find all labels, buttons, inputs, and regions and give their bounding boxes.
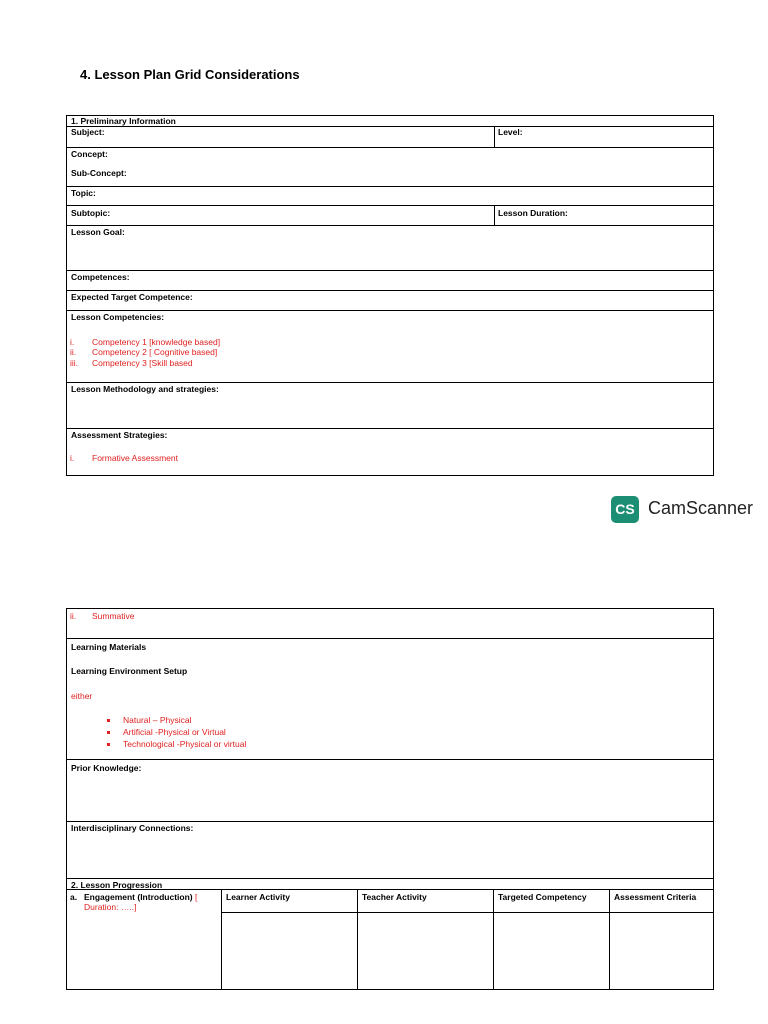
assessment-strategies-label: Assessment Strategies: [71, 430, 168, 440]
bullet-icon [107, 719, 110, 722]
lesson-goal-label: Lesson Goal: [71, 227, 125, 237]
environment-item: Artificial -Physical or Virtual [123, 727, 226, 737]
camscanner-watermark: CamScanner [648, 498, 754, 518]
environment-item: Technological -Physical or virtual [123, 739, 247, 749]
section-preliminary-information: 1. Preliminary Information [71, 116, 176, 126]
lesson-methodology-label: Lesson Methodology and strategies: [71, 384, 219, 394]
assessment-item: i. Formative Assessment [70, 453, 178, 463]
interdisciplinary-connections-label: Interdisciplinary Connections: [71, 823, 194, 833]
summative-item: ii. Summative [70, 611, 135, 621]
engagement-label: a. Engagement (Introduction) [ [70, 892, 198, 902]
lesson-duration-label: Lesson Duration: [498, 208, 568, 218]
learning-environment-label: Learning Environment Setup [71, 666, 188, 676]
concept-label: Concept: [71, 149, 108, 159]
camscanner-logo-icon: CS [611, 496, 639, 523]
section-lesson-progression: 2. Lesson Progression [71, 880, 163, 890]
subtopic-label: Subtopic: [71, 208, 111, 218]
competency-item: ii. Competency 2 [ Cognitive based] [70, 347, 218, 357]
subject-label: Subject: [71, 127, 105, 137]
bullet-icon [107, 731, 110, 734]
expected-target-competence-label: Expected Target Competence: [71, 292, 193, 302]
topic-label: Topic: [71, 188, 96, 198]
lesson-competencies-label: Lesson Competencies: [71, 312, 165, 322]
col-teacher-activity: Teacher Activity [362, 892, 427, 902]
col-learner-activity: Learner Activity [226, 892, 290, 902]
page-title: 4. Lesson Plan Grid Considerations [80, 67, 300, 82]
competency-item: iii. Competency 3 [Skill based [70, 358, 193, 368]
subconcept-label: Sub-Concept: [71, 168, 127, 178]
engagement-duration: Duration: …..] [84, 902, 137, 912]
bullet-icon [107, 743, 110, 746]
col-targeted-competency: Targeted Competency [498, 892, 587, 902]
environment-item: Natural – Physical [123, 715, 192, 725]
prior-knowledge-label: Prior Knowledge: [71, 763, 142, 773]
col-assessment-criteria: Assessment Criteria [614, 892, 697, 902]
level-label: Level: [498, 127, 523, 137]
either-text: either [71, 691, 93, 701]
competency-item: i. Competency 1 [knowledge based] [70, 337, 221, 347]
lesson-progression-grid [66, 608, 714, 990]
learning-materials-label: Learning Materials [71, 642, 147, 652]
competences-label: Competences: [71, 272, 130, 282]
preliminary-info-grid [66, 115, 714, 476]
